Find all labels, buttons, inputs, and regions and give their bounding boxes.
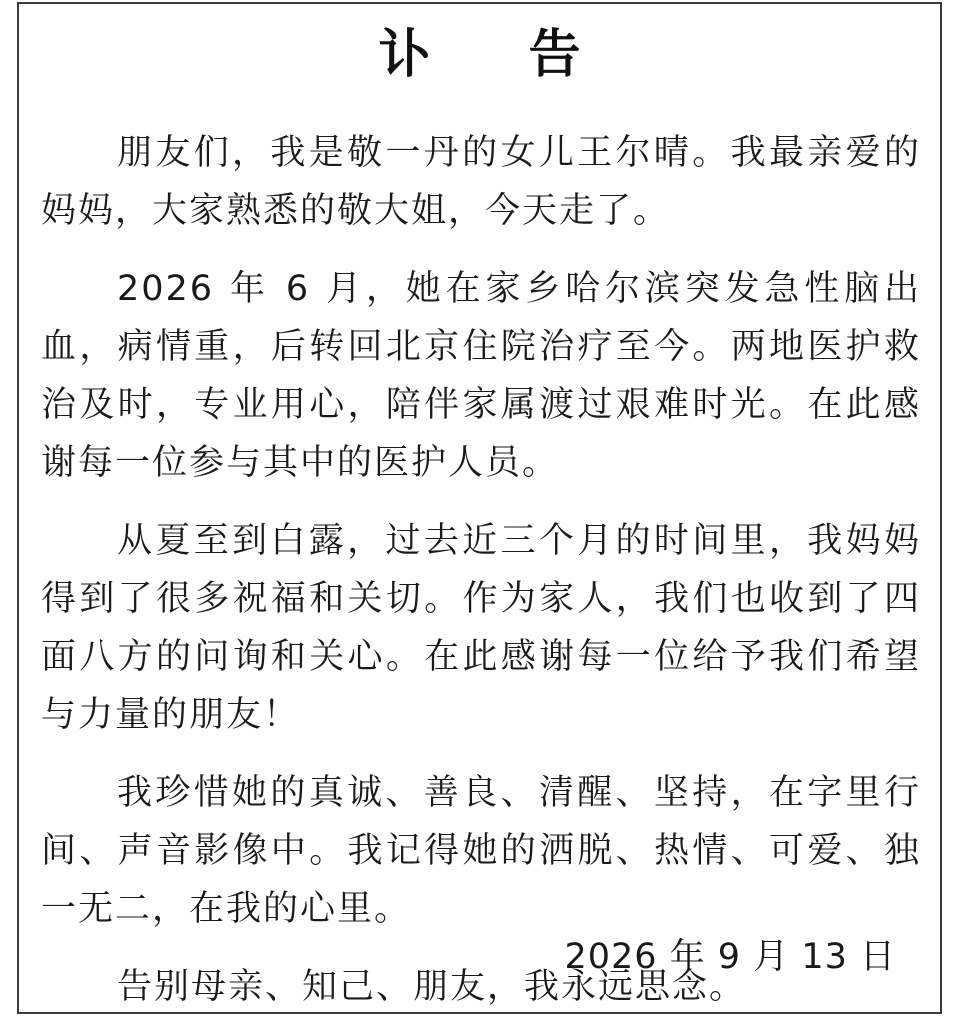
paragraph-2: 2026 年 6 月，她在家乡哈尔滨突发急性脑出血，病情重，后转回北京住院治疗至今。两地医护救治及时，专业用心，陪伴家属渡过艰难时光。在此感谢每一位参与其中的医护人员。	[41, 269, 921, 483]
notice-date: 2026 年 9 月 13 日	[564, 937, 896, 977]
paragraph-1: 朋友们，我是敬一丹的女儿王尔晴。我最亲爱的妈妈，大家熟悉的敬大姐，今天走了。	[41, 133, 921, 231]
paragraph-3: 从夏至到白露，过去近三个月的时间里，我妈妈得到了很多祝福和关切。作为家人，我们也收到了四面八方的问询和关心。在此感谢每一位给予我们希望与力量的朋友！	[41, 521, 921, 735]
paragraph-4: 我珍惜她的真诚、善良、清醒、坚持，在字里行间、声音影像中。我记得她的洒脱、热情、可爱、独一无二，在我的心里。	[41, 773, 921, 929]
notice-body	[41, 124, 921, 1036]
notice-title: 讣 告	[378, 24, 621, 85]
paragraph-5: 告别母亲、知己、朋友，我永远思念。	[117, 967, 747, 1007]
obituary-notice	[17, 2, 942, 1014]
